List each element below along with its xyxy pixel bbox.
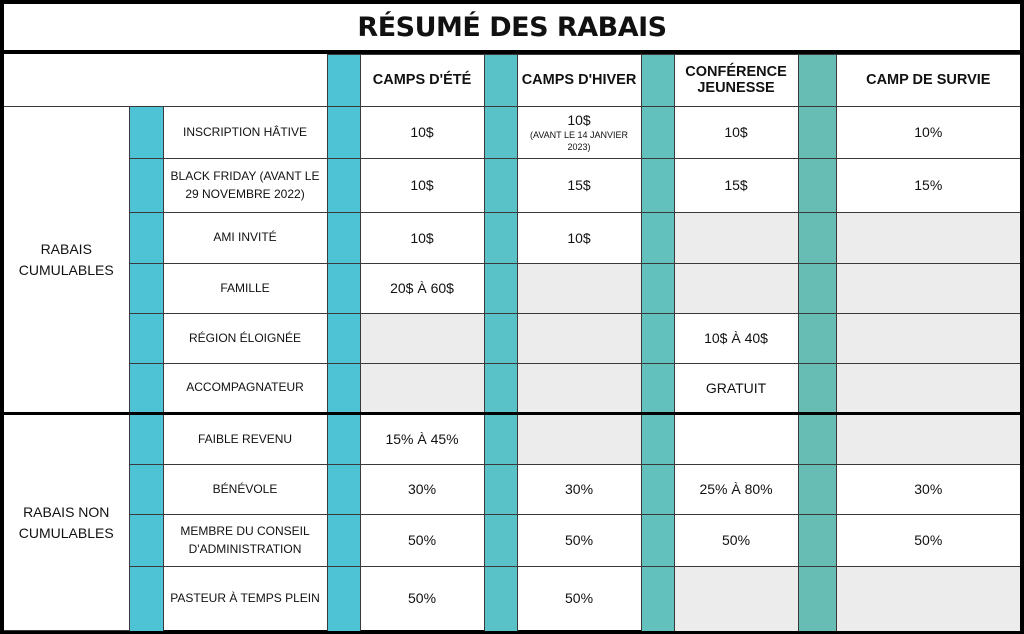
stripe	[327, 567, 360, 631]
cell-empty	[836, 414, 1020, 465]
stripe	[641, 364, 674, 414]
header-row	[4, 55, 1020, 107]
cell-hiver-note: (AVANT LE 14 JANVIER 2023)	[530, 130, 629, 152]
stripe	[798, 567, 836, 631]
stripe	[798, 107, 836, 159]
cell-ete: 50%	[360, 515, 484, 567]
cell-empty	[836, 314, 1020, 364]
cell-ete: 10$	[360, 213, 484, 264]
stripe	[798, 55, 836, 107]
cell-empty	[360, 314, 484, 364]
column-header-camp-survie: CAMP DE SURVIE	[836, 55, 1020, 107]
stripe	[641, 107, 674, 159]
stripe	[798, 414, 836, 465]
page-title: RÉSUMÉ DES RABAIS	[4, 4, 1020, 54]
stripe	[484, 213, 517, 264]
row-label: RÉGION ÉLOIGNÉE	[163, 314, 327, 364]
stripe	[484, 314, 517, 364]
table-row	[4, 314, 1020, 364]
stripe	[641, 264, 674, 314]
stripe	[798, 213, 836, 264]
stripe	[641, 314, 674, 364]
table-row	[4, 213, 1020, 264]
table-row	[4, 465, 1020, 515]
column-header-camps-ete: CAMPS D'ÉTÉ	[360, 55, 484, 107]
stripe	[327, 55, 360, 107]
group-label-non-cumulables: RABAIS NON CUMULABLES	[4, 414, 129, 631]
stripe	[798, 314, 836, 364]
cell-empty	[517, 364, 641, 414]
cell-hiver: 50%	[517, 567, 641, 631]
cell-empty	[674, 213, 798, 264]
cell-ete: 15% À 45%	[360, 414, 484, 465]
cell-survie: 15%	[836, 159, 1020, 213]
table-row	[4, 567, 1020, 631]
cell-conf: 50%	[674, 515, 798, 567]
cell-empty	[836, 264, 1020, 314]
stripe	[641, 213, 674, 264]
cell-hiver-value: 10$	[567, 112, 591, 129]
row-label: BLACK FRIDAY (AVANT LE 29 NOVEMBRE 2022)	[163, 159, 327, 213]
header-blank	[4, 55, 327, 107]
stripe	[129, 107, 163, 159]
table-row	[4, 264, 1020, 314]
row-label: FAIBLE REVENU	[163, 414, 327, 465]
stripe	[484, 465, 517, 515]
stripe	[484, 264, 517, 314]
cell-empty	[517, 264, 641, 314]
row-label: MEMBRE DU CONSEIL D'ADMINISTRATION	[163, 515, 327, 567]
stripe	[327, 414, 360, 465]
stripe	[129, 515, 163, 567]
stripe	[798, 465, 836, 515]
stripe	[129, 159, 163, 213]
row-label: PASTEUR À TEMPS PLEIN	[163, 567, 327, 631]
cell-conf: 10$ À 40$	[674, 314, 798, 364]
cell-conf: GRATUIT	[674, 364, 798, 414]
row-label: AMI INVITÉ	[163, 213, 327, 264]
cell-ete: 20$ À 60$	[360, 264, 484, 314]
cell-hiver: 10$	[517, 213, 641, 264]
stripe	[327, 107, 360, 159]
group-label-cumulables: RABAIS CUMULABLES	[4, 107, 129, 414]
cell-hiver: 50%	[517, 515, 641, 567]
cell-survie: 10%	[836, 107, 1020, 159]
row-label: BÉNÉVOLE	[163, 465, 327, 515]
stripe	[484, 107, 517, 159]
stripe	[327, 314, 360, 364]
stripe	[327, 364, 360, 414]
cell-blank	[674, 414, 798, 465]
stripe	[327, 264, 360, 314]
cell-empty	[360, 364, 484, 414]
cell-ete: 10$	[360, 159, 484, 213]
stripe	[484, 159, 517, 213]
cell-empty	[836, 213, 1020, 264]
cell-empty	[517, 414, 641, 465]
stripe	[327, 213, 360, 264]
stripe	[327, 159, 360, 213]
stripe	[641, 515, 674, 567]
cell-ete: 10$	[360, 107, 484, 159]
stripe	[129, 264, 163, 314]
stripe	[129, 414, 163, 465]
column-header-conference: CONFÉRENCE JEUNESSE	[674, 55, 798, 107]
cell-ete: 30%	[360, 465, 484, 515]
stripe	[641, 465, 674, 515]
cell-hiver: 30%	[517, 465, 641, 515]
stripe	[641, 567, 674, 631]
cell-hiver	[517, 107, 641, 159]
row-label: ACCOMPAGNATEUR	[163, 364, 327, 414]
cell-empty	[836, 567, 1020, 631]
cell-survie: 50%	[836, 515, 1020, 567]
stripe	[129, 213, 163, 264]
stripe	[798, 364, 836, 414]
cell-conf: 15$	[674, 159, 798, 213]
column-header-camps-hiver: CAMPS D'HIVER	[517, 55, 641, 107]
stripe	[798, 515, 836, 567]
stripe	[484, 567, 517, 631]
table-row	[4, 107, 1020, 159]
cell-survie: 30%	[836, 465, 1020, 515]
stripe	[129, 314, 163, 364]
table-row	[4, 364, 1020, 414]
cell-conf: 10$	[674, 107, 798, 159]
cell-empty	[674, 264, 798, 314]
table-row	[4, 159, 1020, 213]
stripe	[484, 55, 517, 107]
stripe	[641, 159, 674, 213]
stripe	[129, 567, 163, 631]
cell-empty	[674, 567, 798, 631]
table-row	[4, 515, 1020, 567]
stripe	[484, 515, 517, 567]
stripe	[129, 364, 163, 414]
stripe	[641, 55, 674, 107]
stripe	[641, 414, 674, 465]
cell-empty	[836, 364, 1020, 414]
stripe	[484, 414, 517, 465]
stripe	[484, 364, 517, 414]
cell-hiver: 15$	[517, 159, 641, 213]
stripe	[327, 465, 360, 515]
stripe	[327, 515, 360, 567]
table-row	[4, 414, 1020, 465]
row-label: FAMILLE	[163, 264, 327, 314]
cell-empty	[517, 314, 641, 364]
discount-table	[4, 54, 1020, 631]
cell-conf: 25% À 80%	[674, 465, 798, 515]
row-label: INSCRIPTION HÂTIVE	[163, 107, 327, 159]
cell-ete: 50%	[360, 567, 484, 631]
stripe	[129, 465, 163, 515]
stripe	[798, 159, 836, 213]
stripe	[798, 264, 836, 314]
